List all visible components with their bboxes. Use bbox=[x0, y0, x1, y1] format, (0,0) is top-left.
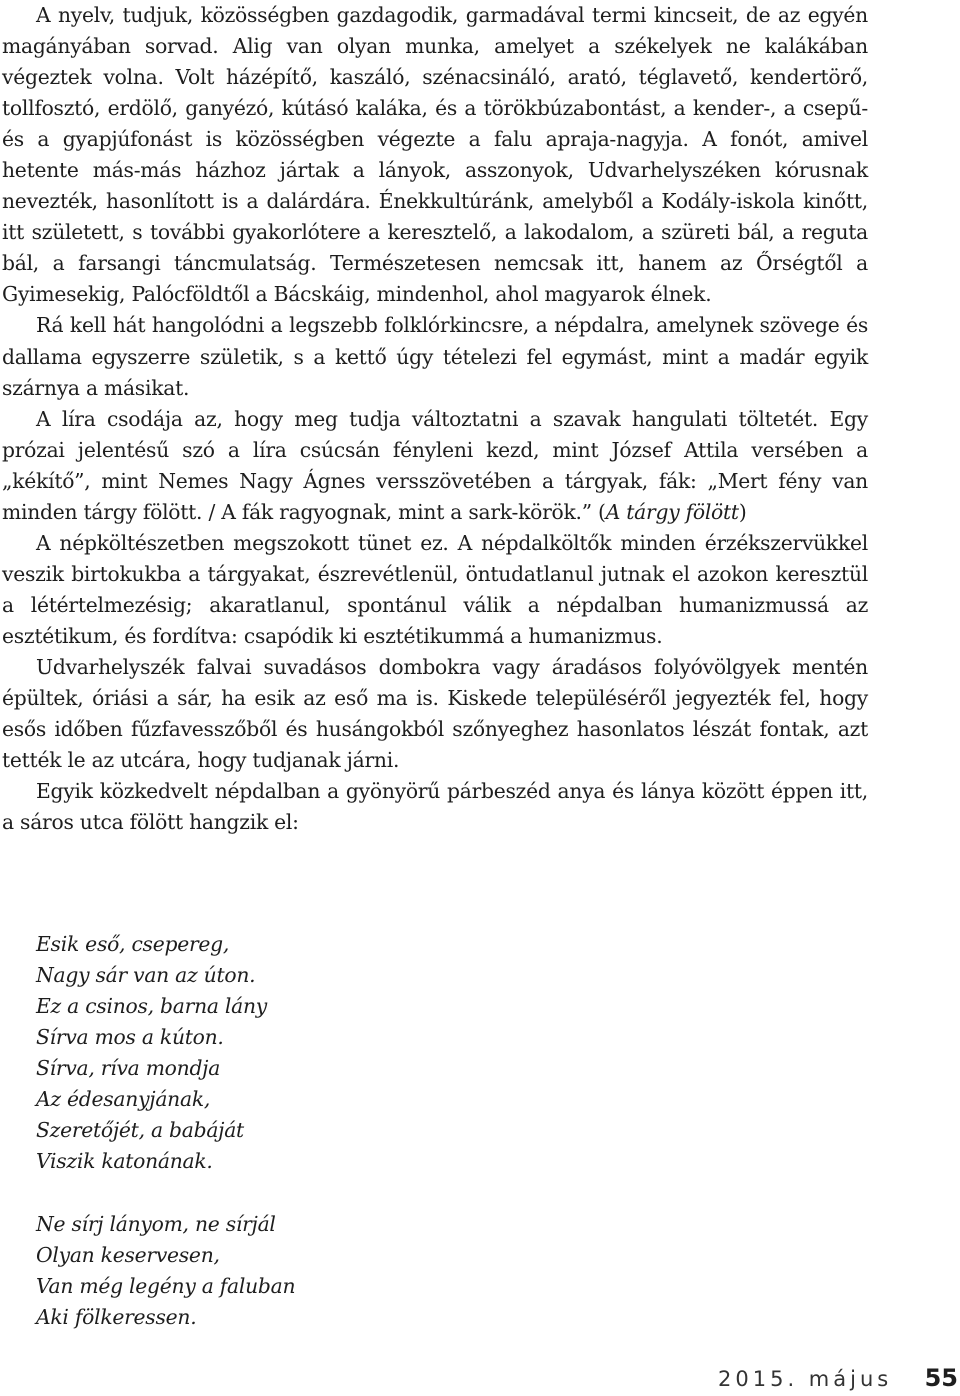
poem-line: Olyan keservesen, bbox=[36, 1243, 220, 1268]
poem-title-citation: A tárgy fölött bbox=[605, 499, 739, 524]
paragraph-5: Udvarhelyszék falvai suvadásos dombokra vagy áradásos folyóvölgyek mentén épültek, óriási a sár, ha esik az eső ma is. Kiskede településéről jegyezték fel, hogy esős időben fűzfavesszőből és husángokból szőnyeghez hasonlatos lészát fontak, azt tették le az utcára, hogy tudjanak járni. bbox=[2, 654, 868, 773]
poem-line: Szeretőjét, a babáját bbox=[36, 1118, 244, 1143]
paragraph-6: Egyik közkedvelt népdalban a gyönyörű párbeszéd anya és lánya között éppen itt, a sáros utca fölött hangzik el: bbox=[2, 779, 868, 835]
page-number: 55 bbox=[924, 1364, 958, 1392]
poem-line: Van még legény a faluban bbox=[36, 1274, 296, 1299]
poem-stanza-2 bbox=[36, 1209, 636, 1333]
paragraph-3-close: ) bbox=[738, 499, 747, 524]
paragraph-4: A népköltészetben megszokott tünet ez. A népdalköltők minden érzékszervükkel veszik birtokukba a tárgyakat, észrevétlenül, öntudatlanul jutnak el azokon keresztül a létértelmezésig; akaratlanul, spontánul válik a népdalban humanizmussá az esztétikum, és fordítva: csapódik ki esztétikummá a humanizmus. bbox=[2, 530, 868, 648]
poem-line: Az édesanyjának, bbox=[36, 1087, 211, 1112]
paragraph-2: Rá kell hát hangolódni a legszebb folklórkincsre, a népdalra, amelynek szövege és dallama egyszerre születik, s a kettő úgy tételezi fel egymást, mint a madár egyik szárnya a másikat. bbox=[2, 313, 868, 400]
article-body bbox=[2, 0, 868, 838]
poem-line: Sírva, ríva mondja bbox=[36, 1056, 221, 1081]
poem-line: Viszik katonának. bbox=[36, 1149, 213, 1174]
poem-line: Aki fölkeressen. bbox=[36, 1305, 197, 1330]
paragraph-1: A nyelv, tudjuk, közösségben gazdagodik, garmadával termi kincseit, de az egyén magányában sorvad. Alig van olyan munka, amelyet a székelyek ne kalákában végeztek volna. Volt házépítő, kaszáló, szénacsináló, arató, téglavető, kendertörő, tollfosztó, erdölő, ganyézó, kútásó kaláka, és a törökbúzabontást, a kender-, a csepű- és a gyapjúfonást is közösségben végezte a falu apraja-nagyja. A fonót, amivel hetente más-más házhoz jártak a lányok, asszonyok, Udvarhelyszéken kórusnak nevezték, hasonlított is a dalárdára. Énekkultúránk, amelyből a Kodály-iskola kinőtt, itt született, s további gyakorlótere a keresztelő, a lakodalom, a szüreti bál, a reguta bál, a farsangi táncmulatság. Természetesen nemcsak itt, hanem az Őrségtől a Gyimesekig, Palócföldtől a Bácskáig, mindenhol, ahol magyarok élnek. bbox=[2, 3, 868, 307]
footer-date: 2015. május bbox=[718, 1367, 893, 1391]
poem-line: Ne sírj lányom, ne sírjál bbox=[36, 1212, 276, 1236]
poem-line: Ez a csinos, barna lány bbox=[36, 994, 268, 1019]
poem-line: Sírva mos a kúton. bbox=[36, 1025, 224, 1050]
paragraph-3 bbox=[2, 404, 868, 528]
paragraph-3-text: A líra csodája az, hogy meg tudja változtatni a szavak hangulati töltetét. Egy prózai jelentésű szó a líra csúcsán fényleni kezd, mint József Attila versében a „kékítő”, mint Nemes Nagy Ágnes versszövetében a tárgyak, fák: „Mert fény van minden tárgy fölött. / A fák ragyognak, mint a sark-körök.” ( bbox=[2, 406, 868, 524]
poem-line: Nagy sár van az úton. bbox=[36, 963, 256, 988]
poem-stanza-1 bbox=[36, 929, 636, 1177]
poem-line: Esik eső, csepereg, bbox=[36, 932, 230, 956]
